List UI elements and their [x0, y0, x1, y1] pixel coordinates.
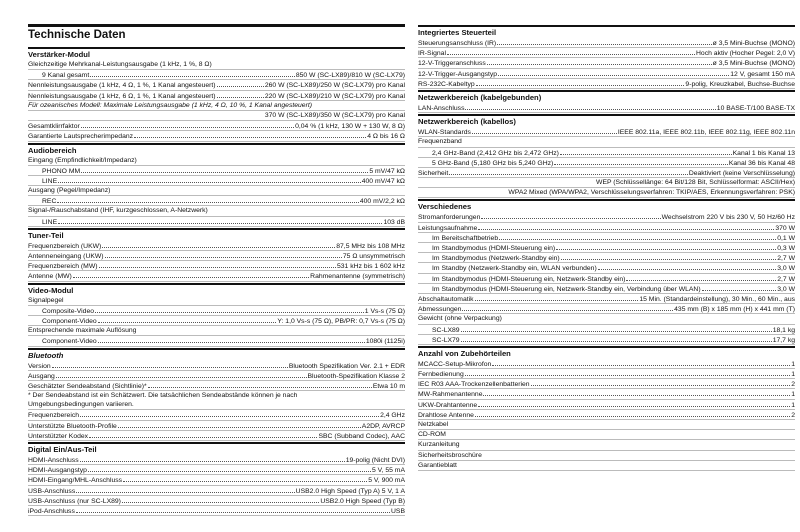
dot-leader	[475, 294, 639, 301]
spec-label: Composite-Video	[42, 307, 95, 315]
dot-leader	[465, 369, 790, 376]
dot-leader	[447, 48, 695, 55]
spec-value: 2	[791, 411, 795, 419]
spec-row	[28, 80, 405, 90]
section-heading: Anzahl von Zubehörteilen	[418, 346, 795, 359]
spec-row	[28, 496, 405, 506]
dot-leader	[148, 381, 372, 388]
dot-leader	[478, 400, 790, 407]
spec-value: 220 W (SC-LX89)/210 W (SC-LX79) pro Kanal	[264, 92, 405, 100]
dot-leader	[702, 284, 777, 291]
dot-leader	[122, 496, 319, 503]
section-heading: Netzwerkbereich (kabelgebunden)	[418, 90, 795, 103]
spec-label: MW-Rahmenantenne	[418, 391, 483, 399]
spec-label: PHONO MM	[42, 167, 81, 175]
spec-value: ø 3,5 Mini-Buchse (MONO)	[712, 40, 795, 47]
spec-label: LINE	[42, 218, 58, 226]
dot-leader	[52, 361, 288, 368]
spec-label: IR-Signal	[418, 50, 446, 58]
spec-label: UKW-Drahtantenne	[418, 401, 478, 409]
spec-value: 1	[791, 360, 795, 368]
spec-text: Entsprechende maximale Auflösung	[28, 326, 405, 336]
spec-row	[28, 196, 405, 206]
spec-row	[28, 166, 405, 176]
spec-value: 3,0 W	[777, 265, 795, 273]
spec-value: 19-polig (Nicht DVI)	[345, 457, 405, 464]
spec-text: Ausgang (Pegel/Impedanz)	[28, 186, 405, 196]
spec-value: 1 Vs-s (75 Ω)	[364, 307, 405, 315]
dot-leader	[499, 233, 776, 240]
section-heading: Tuner-Teil	[28, 228, 405, 241]
spec-label: Component-Video	[42, 338, 97, 346]
spec-row	[418, 233, 795, 243]
spec-row	[28, 316, 405, 326]
dot-leader	[98, 316, 277, 323]
spec-row	[28, 465, 405, 475]
spec-value: SBC (Subband Codec), AAC	[318, 432, 405, 440]
spec-row	[418, 158, 795, 168]
spec-label: HDMI-Ausgangstyp	[28, 467, 87, 475]
right-column	[418, 24, 795, 471]
spec-row	[28, 176, 405, 186]
dot-leader	[118, 421, 361, 428]
spec-label: Im Bereitschaftbetrieb	[432, 234, 499, 242]
spec-label: LINE	[42, 177, 58, 185]
dot-leader	[80, 410, 379, 417]
spec-row	[418, 127, 795, 137]
dot-leader	[497, 38, 711, 45]
spec-row	[28, 421, 405, 431]
spec-label: Im Standbymodus (HDMI-Steuerung ein)	[432, 245, 556, 252]
spec-text: Signal-/Rauschabstand (IHF, kurzgeschlossen, A-Netzwerk)	[28, 206, 405, 216]
spec-value: 2,7 W	[777, 275, 795, 283]
spec-value: 0,1 W	[777, 234, 795, 242]
dot-leader	[465, 103, 715, 110]
spec-value: USB2.0 High Speed (Typ B)	[320, 497, 405, 505]
spec-row	[418, 335, 795, 345]
spec-value: 5 V, 55 mA	[372, 467, 405, 475]
dot-leader	[483, 389, 790, 396]
spec-row	[418, 359, 795, 369]
spec-value: 1	[791, 401, 795, 409]
spec-row	[418, 243, 795, 253]
spec-value: 75 Ω unsymmetrisch	[342, 253, 405, 260]
section-heading: Video-Modul	[28, 283, 405, 296]
spec-value: Rahmenantenne (symmetrisch)	[310, 273, 405, 281]
spec-row	[28, 241, 405, 251]
spec-row	[418, 223, 795, 233]
dot-leader	[472, 127, 617, 134]
spec-label: 12-V-Trigger-Ausgangstyp	[418, 70, 498, 78]
dot-leader	[461, 335, 772, 342]
spec-row	[28, 91, 405, 101]
spec-text: Gleichzeitige Mehrkanal-Leistungsausgabe (1 kHz, 1 %, 8 Ω)	[28, 60, 405, 70]
spec-value: 15 Min. (Standardeinstellung), 30 Min., 60 Min., aus	[639, 295, 795, 303]
dot-leader	[88, 465, 371, 472]
dot-leader	[475, 410, 790, 417]
spec-label: RS-232C-Kabeltyp	[418, 80, 475, 88]
spec-row	[28, 455, 405, 465]
spec-label: WLAN-Standards	[418, 129, 471, 137]
spec-value: 10 BASE-T/100 BASE-TX	[716, 104, 795, 112]
spec-label: Sicherheit	[418, 169, 449, 177]
dot-leader	[90, 70, 295, 77]
dot-leader	[626, 274, 776, 281]
spec-row	[418, 79, 795, 89]
dot-leader	[217, 80, 264, 87]
section-heading: Verstärker-Modul	[28, 47, 405, 60]
spec-row	[28, 371, 405, 381]
spec-label: HDMI-Anschluss	[28, 457, 79, 464]
dot-leader	[73, 271, 309, 278]
spec-label: Antenne (MW)	[28, 273, 72, 281]
spec-row	[418, 69, 795, 79]
spec-row	[28, 306, 405, 316]
dot-leader	[81, 166, 368, 173]
spec-text: Gewicht (ohne Verpackung)	[418, 314, 795, 324]
section-heading: Verschiedenes	[418, 199, 795, 212]
spec-label: Im Standbymodus (HDMI-Steuerung ein, Netzwerk-Standby ein, Verbindung über WLAN)	[432, 285, 701, 293]
spec-value: Y: 1,0 Vs-s (75 Ω), PB/PR: 0,7 Vs-s (75 Ω)	[277, 317, 405, 325]
spec-row	[418, 38, 795, 48]
spec-row	[28, 506, 405, 516]
spec-label: IEC R03 AAA-Trockenzellenbatterien	[418, 381, 530, 389]
spec-value: Hoch aktiv (Hocher Pegel: 2,0 V)	[696, 50, 795, 58]
dot-leader	[95, 306, 364, 313]
spec-label: Version	[28, 362, 51, 370]
spec-row	[28, 251, 405, 261]
section-heading: Audiobereich	[28, 143, 405, 156]
spec-row	[418, 274, 795, 284]
spec-value: 370 W	[775, 224, 795, 232]
spec-row	[28, 475, 405, 485]
spec-value: 260 W (SC-LX89)/250 W (SC-LX79) pro Kanal	[264, 82, 405, 90]
dot-leader	[598, 263, 777, 270]
spec-text: Frequenzband	[418, 137, 795, 147]
spec-row	[28, 431, 405, 441]
dot-leader	[102, 241, 335, 248]
spec-value: Kanal 36 bis Kanal 48	[728, 159, 795, 167]
dot-leader	[56, 371, 307, 378]
spec-row	[28, 217, 405, 227]
dot-leader	[105, 251, 342, 258]
dot-leader	[481, 212, 660, 219]
spec-row	[28, 70, 405, 80]
spec-value: 5 mV/47 kΩ	[369, 167, 405, 175]
spec-row	[28, 361, 405, 371]
spec-value: 87,5 MHz bis 108 MHz	[336, 242, 405, 250]
spec-row	[418, 369, 795, 379]
spec-row	[418, 103, 795, 113]
spec-value: A2DP, AVRCP	[361, 422, 405, 430]
spec-text: WEP (Schlüssellänge: 64 Bit/128 Bit, Schlüsselformat: ASCII/Hex)	[418, 178, 795, 188]
spec-row	[28, 261, 405, 271]
dot-leader	[58, 176, 361, 183]
spec-value: 850 W (SC-LX89)/810 W (SC-LX79)	[295, 72, 405, 80]
spec-value: 3,0 W	[777, 285, 795, 293]
page-title: Technische Daten	[28, 24, 405, 43]
spec-label: Im Standbymodus (Netzwerk-Standby ein)	[432, 255, 560, 263]
spec-label: 5 GHz-Band (5,180 GHz bis 5,240 GHz)	[432, 159, 554, 167]
dot-leader	[498, 69, 729, 76]
spec-text: Signalpegel	[28, 296, 405, 306]
dot-leader	[99, 261, 336, 268]
dot-leader	[554, 158, 728, 165]
spec-row	[28, 381, 405, 391]
spec-value: 0,3 W	[777, 245, 795, 252]
spec-label: USB-Anschluss (nur SC-LX89)	[28, 497, 121, 505]
spec-label: Im Standbymodus (HDMI-Steuerung ein, Netzwerk-Standby ein)	[432, 275, 626, 283]
dot-leader	[531, 379, 791, 386]
spec-label: Abmessungen	[418, 306, 462, 314]
spec-label: Frequenzbereich (MW)	[28, 263, 98, 271]
spec-label: SC-LX89	[432, 326, 460, 334]
spec-row	[418, 410, 795, 420]
spec-label: Stromanforderungen	[418, 214, 481, 222]
spec-label: Frequenzbereich	[28, 412, 80, 420]
spec-label: Garantierte Lautsprecherimpedanz	[28, 133, 134, 141]
spec-label: Geschätzter Sendeabstand (Sichtlinie)*	[28, 382, 147, 390]
dot-leader	[57, 196, 359, 203]
spec-value: 18,1 kg	[772, 326, 795, 334]
spec-value: USB	[391, 507, 405, 515]
dot-leader	[561, 253, 777, 260]
spec-label: Ausgang	[28, 372, 55, 380]
spec-value: Deaktiviert (keine Verschlüsselung)	[688, 169, 795, 177]
spec-value: 2,7 W	[777, 255, 795, 263]
spec-value: 17,7 kg	[772, 336, 795, 344]
spec-row	[418, 400, 795, 410]
section-heading: Netzwerkbereich (kabellos)	[418, 114, 795, 127]
spec-value: Kanal 1 bis Kanal 13	[732, 149, 795, 157]
spec-row	[28, 121, 405, 131]
spec-text: * Der Sendeabstand ist ein Schätzwert. Die tatsächlichen Sendeabstände können je nach	[28, 392, 298, 400]
dot-leader	[492, 359, 790, 366]
spec-text: 370 W (SC-LX89)/350 W (SC-LX79) pro Kanal	[28, 111, 405, 121]
spec-row	[28, 336, 405, 346]
dot-leader	[462, 304, 673, 311]
dot-leader	[134, 131, 366, 138]
dot-leader	[58, 217, 382, 224]
spec-label: 2,4 GHz-Band (2,412 GHz bis 2,472 GHz)	[432, 149, 559, 157]
spec-value: 531 kHz bis 1 602 kHz	[336, 263, 405, 271]
spec-value: 12 V, gesamt 150 mA	[730, 70, 795, 78]
spec-value: USB2.0 High Speed (Typ A) 5 V, 1 A	[295, 487, 405, 495]
section-heading: Bluetooth	[28, 348, 405, 361]
spec-value: 4 Ω bis 16 Ω	[367, 133, 405, 141]
left-column	[28, 46, 405, 516]
spec-value: 5 V, 900 mA	[368, 477, 405, 485]
spec-text: Umgebungsbedingungen variieren.	[28, 400, 405, 410]
spec-text: CD-ROM	[418, 430, 795, 440]
dot-leader	[98, 336, 365, 343]
spec-value: 400 mV/47 kΩ	[361, 177, 405, 185]
spec-value: Etwa 10 m	[372, 382, 405, 390]
spec-value: 103 dB	[383, 218, 405, 226]
dot-leader	[81, 121, 294, 128]
spec-value: 1	[791, 371, 795, 379]
spec-row	[418, 294, 795, 304]
spec-label: Gesamtklirrfaktor	[28, 123, 80, 131]
spec-label: iPod-Anschluss	[28, 507, 75, 515]
dot-leader	[76, 506, 390, 513]
dot-leader	[476, 79, 685, 86]
spec-row	[28, 131, 405, 141]
spec-row	[418, 379, 795, 389]
spec-label: SC-LX79	[432, 336, 460, 344]
dot-leader	[76, 486, 294, 493]
spec-text: Sicherheitsbroschüre	[418, 451, 795, 461]
spec-label: Component-Video	[42, 317, 97, 325]
dot-leader	[89, 431, 317, 438]
spec-row	[418, 168, 795, 178]
spec-row	[418, 389, 795, 399]
spec-label: Im Standby (Netzwerk-Standby ein, WLAN verbunden)	[432, 265, 597, 273]
spec-row	[28, 486, 405, 496]
spec-text: Für ozeanisches Modell: Maximale Leistungsausgabe (1 kHz, 4 Ω, 10 %, 1 Kanal angesteuert)	[28, 101, 405, 111]
spec-value: IEEE 802.11a, IEEE 802.11b, IEEE 802.11g, IEEE 802.11n	[617, 129, 795, 137]
dot-leader	[217, 91, 264, 98]
spec-label: 9 Kanal gesamt	[42, 72, 90, 80]
spec-value: Bluetooth-Spezifikation Klasse 2	[307, 372, 405, 380]
spec-text: Netzkabel	[418, 420, 795, 430]
section-heading: Digital Ein/Aus-Teil	[28, 442, 405, 455]
spec-label: Antenneneingang (UKW)	[28, 253, 104, 260]
dot-leader	[556, 243, 776, 250]
spec-row	[418, 263, 795, 273]
spec-label: USB-Anschluss	[28, 487, 76, 495]
spec-value: 1080i (1125i)	[365, 338, 405, 346]
spec-value: 9-polig, Kreuzkabel, Buchse-Buchse	[685, 80, 795, 88]
section-heading: Integriertes Steuerteil	[418, 25, 795, 38]
dot-leader	[123, 475, 367, 482]
spec-label: Fernbedienung	[418, 371, 464, 379]
spec-row	[418, 304, 795, 314]
spec-label: HDMI-Eingang/MHL-Anschluss	[28, 477, 123, 485]
dot-leader	[449, 168, 688, 175]
spec-row	[28, 271, 405, 281]
spec-text: WPA2 Mixed (WPA/WPA2, Verschlüsselungsverfahren: TKIP/AES, Erkennungsverfahren: PSK)	[418, 188, 795, 198]
spec-value: Bluetooth Spezifikation Ver. 2.1 + EDR	[288, 362, 405, 370]
spec-value: 435 mm (B) x 185 mm (H) x 441 mm (T)	[674, 306, 795, 314]
spec-value: 2,4 GHz	[380, 412, 405, 420]
spec-text: Garantieblatt	[418, 461, 795, 471]
spec-row	[418, 148, 795, 158]
spec-value: 400 mV/2,2 kΩ	[359, 198, 405, 206]
spec-label: 12-V-Triggeranschluss	[418, 60, 486, 68]
spec-label: REC	[42, 198, 57, 206]
dot-leader	[461, 325, 772, 332]
dot-leader	[80, 455, 345, 462]
spec-label: Leistungsaufnahme	[418, 224, 478, 232]
spec-label: Frequenzbereich (UKW)	[28, 242, 102, 250]
spec-row	[418, 253, 795, 263]
dot-leader	[560, 148, 732, 155]
spec-label: LAN-Anschluss	[418, 104, 465, 112]
spec-row	[418, 58, 795, 68]
spec-label: Abschaltautomatik	[418, 295, 474, 303]
dot-leader	[487, 58, 712, 65]
spec-row	[418, 284, 795, 294]
spec-label: Drahtlose Antenne	[418, 411, 474, 419]
spec-row	[418, 212, 795, 222]
spec-value: 2	[791, 381, 795, 389]
spec-row	[28, 410, 405, 420]
spec-value: ø 3,5 Mini-Buchse (MONO)	[712, 60, 795, 68]
spec-label: Nennleistungsausgabe (1 kHz, 4 Ω, 1 %, 1 Kanal angesteuert)	[28, 82, 216, 90]
spec-text: Kurzanleitung	[418, 440, 795, 450]
spec-label: MCACC-Setup-Mikrofon	[418, 360, 492, 368]
spec-row	[418, 325, 795, 335]
spec-label: Unterstützter Kodex	[28, 432, 89, 440]
spec-row	[418, 48, 795, 58]
spec-label: Unterstützte Bluetooth-Profile	[28, 422, 117, 430]
spec-value: 1	[791, 391, 795, 399]
spec-value: Wechselstrom 220 V bis 230 V, 50 Hz/60 Hz	[661, 214, 795, 222]
spec-value: 0,04 % (1 kHz, 130 W + 130 W, 8 Ω)	[295, 123, 405, 131]
spec-label: Nennleistungsausgabe (1 kHz, 6 Ω, 1 %, 1 Kanal angesteuert)	[28, 92, 216, 100]
spec-text: Eingang (Empfindlichkeit/Impedanz)	[28, 156, 405, 166]
dot-leader	[478, 223, 774, 230]
spec-label: Steuerungsanschluss (IR)	[418, 40, 497, 47]
